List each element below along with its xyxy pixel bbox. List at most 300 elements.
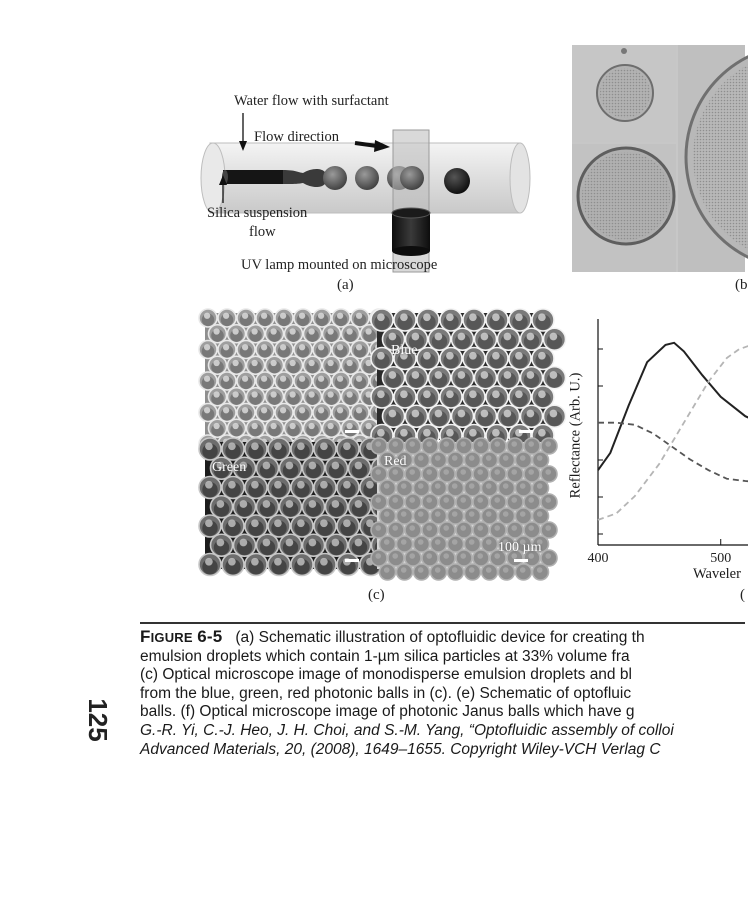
sphere bbox=[521, 328, 543, 350]
sphere bbox=[532, 309, 554, 331]
sphere bbox=[257, 457, 279, 479]
sphere bbox=[326, 534, 348, 556]
sphere bbox=[498, 328, 520, 350]
water-flow-label: Water flow with surfactant bbox=[234, 93, 389, 109]
panel-c-caption: (c) bbox=[368, 587, 385, 603]
sphere bbox=[275, 404, 293, 422]
sphere bbox=[380, 480, 396, 496]
sphere bbox=[414, 536, 430, 552]
sphere bbox=[507, 466, 523, 482]
sphere bbox=[199, 341, 217, 359]
sphere bbox=[498, 367, 520, 389]
sphere bbox=[380, 508, 396, 524]
sphere bbox=[541, 438, 557, 454]
sphere bbox=[257, 496, 279, 518]
uv-lamp bbox=[392, 213, 430, 251]
sphere bbox=[422, 466, 438, 482]
sphere bbox=[473, 494, 489, 510]
sphere bbox=[371, 348, 393, 370]
sphere bbox=[417, 309, 439, 331]
caption-line-3: (c) Optical microscope image of monodisperse emulsion droplets and bl bbox=[140, 666, 632, 684]
sphere bbox=[439, 438, 455, 454]
chart-y-axis-label: Reflectance (Arb. U.) bbox=[567, 372, 584, 499]
sphere bbox=[313, 372, 331, 390]
sphere bbox=[431, 564, 447, 580]
sphere bbox=[211, 496, 233, 518]
sphere bbox=[280, 534, 302, 556]
panel-a-schematic bbox=[195, 85, 540, 295]
sphere bbox=[237, 404, 255, 422]
sphere bbox=[541, 466, 557, 482]
sphere bbox=[291, 438, 313, 460]
panel-b-caption: (b bbox=[735, 277, 748, 293]
sphere bbox=[323, 356, 341, 374]
sphere bbox=[499, 508, 515, 524]
sphere bbox=[228, 356, 246, 374]
uv-lamp-bottom bbox=[392, 246, 430, 256]
sphere bbox=[456, 550, 472, 566]
sphere bbox=[237, 341, 255, 359]
sphere bbox=[440, 348, 462, 370]
sphere bbox=[349, 496, 371, 518]
sphere bbox=[323, 419, 341, 437]
sphere bbox=[456, 466, 472, 482]
solidified-photonic-ball bbox=[444, 168, 470, 194]
sphere bbox=[256, 404, 274, 422]
sphere bbox=[304, 419, 322, 437]
sphere bbox=[211, 534, 233, 556]
panel-b-microscope-images bbox=[572, 45, 745, 272]
sphere bbox=[256, 372, 274, 390]
sphere bbox=[285, 388, 303, 406]
sphere bbox=[323, 388, 341, 406]
sphere bbox=[509, 386, 531, 408]
sphere bbox=[228, 325, 246, 343]
sphere bbox=[463, 309, 485, 331]
panel-a-caption: (a) bbox=[337, 277, 354, 293]
sphere bbox=[256, 309, 274, 327]
sphere bbox=[394, 309, 416, 331]
sphere bbox=[541, 522, 557, 538]
sphere bbox=[304, 388, 322, 406]
sphere bbox=[342, 356, 360, 374]
sphere bbox=[218, 309, 236, 327]
sphere bbox=[314, 515, 336, 537]
sphere bbox=[383, 405, 405, 427]
sphere bbox=[245, 477, 267, 499]
sphere bbox=[507, 494, 523, 510]
sphere bbox=[222, 477, 244, 499]
sphere bbox=[266, 325, 284, 343]
sphere bbox=[541, 550, 557, 566]
sphere bbox=[456, 522, 472, 538]
sphere bbox=[304, 325, 322, 343]
sphere bbox=[490, 522, 506, 538]
sphere bbox=[465, 564, 481, 580]
figure-label: FIGURE 6-5 bbox=[140, 627, 223, 646]
sphere bbox=[371, 438, 387, 454]
page-number: 125 bbox=[83, 698, 114, 742]
series-line-solid bbox=[598, 343, 748, 470]
sphere bbox=[486, 348, 508, 370]
sphere bbox=[448, 452, 464, 468]
sphere bbox=[342, 388, 360, 406]
sphere bbox=[431, 536, 447, 552]
sphere bbox=[332, 341, 350, 359]
sphere bbox=[285, 325, 303, 343]
sphere bbox=[218, 341, 236, 359]
sphere bbox=[332, 404, 350, 422]
sphere bbox=[456, 494, 472, 510]
sphere bbox=[342, 325, 360, 343]
sphere bbox=[247, 325, 265, 343]
sphere bbox=[228, 419, 246, 437]
sphere bbox=[199, 309, 217, 327]
caption-line-1: FIGURE 6-5 (a) Schematic illustration of optofluidic device for creating th bbox=[140, 627, 645, 646]
sphere bbox=[314, 438, 336, 460]
sphere bbox=[268, 554, 290, 576]
micrograph-green-balls bbox=[205, 442, 375, 569]
sphere bbox=[371, 494, 387, 510]
sphere bbox=[414, 508, 430, 524]
sphere bbox=[439, 522, 455, 538]
panel-c-photonic-balls bbox=[205, 313, 548, 569]
sphere bbox=[499, 480, 515, 496]
sphere bbox=[516, 480, 532, 496]
sphere bbox=[475, 405, 497, 427]
sphere bbox=[291, 515, 313, 537]
sphere bbox=[294, 309, 312, 327]
green-label: Green bbox=[212, 460, 247, 475]
sphere bbox=[303, 496, 325, 518]
droplet-under-uv bbox=[400, 166, 424, 190]
tube-inlet-end bbox=[201, 143, 225, 213]
micrograph-medium-drop bbox=[572, 144, 676, 272]
sphere bbox=[532, 348, 554, 370]
sphere bbox=[417, 348, 439, 370]
caption-line-5: balls. (f) Optical microscope image of photonic Janus balls which have g bbox=[140, 703, 635, 721]
sphere bbox=[473, 466, 489, 482]
sphere bbox=[417, 386, 439, 408]
sphere bbox=[218, 372, 236, 390]
scale-bar bbox=[519, 430, 533, 433]
sphere bbox=[337, 477, 359, 499]
sphere bbox=[406, 405, 428, 427]
sphere bbox=[245, 515, 267, 537]
sphere bbox=[199, 438, 221, 460]
sphere bbox=[268, 438, 290, 460]
sphere bbox=[397, 564, 413, 580]
sphere bbox=[237, 372, 255, 390]
sphere bbox=[482, 536, 498, 552]
sphere bbox=[473, 438, 489, 454]
sphere bbox=[222, 515, 244, 537]
sphere bbox=[429, 405, 451, 427]
blue-label: Blue bbox=[391, 343, 418, 358]
sphere bbox=[397, 508, 413, 524]
sphere bbox=[486, 386, 508, 408]
sphere bbox=[463, 386, 485, 408]
sphere bbox=[521, 405, 543, 427]
sphere bbox=[228, 388, 246, 406]
sphere bbox=[209, 388, 227, 406]
sphere bbox=[351, 404, 369, 422]
sphere bbox=[509, 309, 531, 331]
sphere bbox=[275, 341, 293, 359]
sphere bbox=[280, 496, 302, 518]
sphere bbox=[499, 452, 515, 468]
figure-caption bbox=[140, 628, 745, 759]
sphere bbox=[380, 536, 396, 552]
sphere bbox=[291, 477, 313, 499]
sphere bbox=[422, 438, 438, 454]
sphere bbox=[266, 388, 284, 406]
sphere bbox=[394, 386, 416, 408]
sphere bbox=[440, 309, 462, 331]
red-label: Red bbox=[384, 454, 407, 469]
sphere bbox=[285, 356, 303, 374]
sphere bbox=[388, 522, 404, 538]
sphere bbox=[209, 356, 227, 374]
sphere bbox=[199, 554, 221, 576]
sphere bbox=[448, 536, 464, 552]
sphere bbox=[405, 466, 421, 482]
silica-suspension-label-line2: flow bbox=[249, 224, 276, 240]
sphere bbox=[439, 494, 455, 510]
sphere bbox=[209, 419, 227, 437]
sphere bbox=[314, 554, 336, 576]
sphere bbox=[414, 480, 430, 496]
sphere bbox=[452, 367, 474, 389]
sphere bbox=[482, 564, 498, 580]
sphere bbox=[533, 452, 549, 468]
panel-d-caption: ( bbox=[740, 587, 745, 603]
droplet bbox=[355, 166, 379, 190]
sphere bbox=[507, 438, 523, 454]
sphere bbox=[313, 404, 331, 422]
sphere bbox=[199, 372, 217, 390]
sphere bbox=[222, 438, 244, 460]
sphere bbox=[521, 367, 543, 389]
series-line-dashed bbox=[598, 345, 748, 520]
sphere bbox=[524, 522, 540, 538]
sphere bbox=[234, 496, 256, 518]
sphere bbox=[533, 564, 549, 580]
sphere bbox=[209, 325, 227, 343]
sphere bbox=[439, 550, 455, 566]
caption-line-6: G.-R. Yi, C.-J. Heo, J. H. Choi, and S.-M. Yang, “Optofluidic assembly of colloi bbox=[140, 721, 674, 739]
sphere bbox=[405, 522, 421, 538]
sphere bbox=[294, 372, 312, 390]
sphere bbox=[326, 457, 348, 479]
silica-suspension-label: Silica suspension bbox=[207, 205, 308, 221]
sphere bbox=[218, 404, 236, 422]
sphere bbox=[490, 494, 506, 510]
sphere bbox=[257, 534, 279, 556]
sphere bbox=[280, 457, 302, 479]
sphere bbox=[304, 356, 322, 374]
sphere bbox=[473, 550, 489, 566]
sphere bbox=[371, 309, 393, 331]
sphere bbox=[303, 457, 325, 479]
sphere bbox=[275, 309, 293, 327]
sphere bbox=[516, 564, 532, 580]
sphere bbox=[475, 328, 497, 350]
flow-direction-label: Flow direction bbox=[254, 129, 339, 145]
uv-lamp-label: UV lamp mounted on microscope bbox=[241, 257, 438, 273]
sphere bbox=[247, 419, 265, 437]
sphere bbox=[245, 554, 267, 576]
sphere bbox=[351, 341, 369, 359]
sphere bbox=[429, 328, 451, 350]
sphere bbox=[342, 419, 360, 437]
sphere bbox=[199, 477, 221, 499]
sphere bbox=[541, 494, 557, 510]
tube-outlet-end bbox=[510, 143, 530, 213]
sphere bbox=[313, 309, 331, 327]
sphere bbox=[414, 452, 430, 468]
sphere bbox=[371, 550, 387, 566]
sphere bbox=[448, 480, 464, 496]
x-tick-label: 400 bbox=[587, 551, 609, 566]
x-tick-label: 500 bbox=[710, 551, 732, 566]
sphere bbox=[383, 367, 405, 389]
sphere bbox=[516, 452, 532, 468]
sphere bbox=[516, 508, 532, 524]
scale-bar bbox=[345, 430, 359, 433]
sphere bbox=[465, 508, 481, 524]
sphere bbox=[222, 554, 244, 576]
sphere bbox=[422, 522, 438, 538]
reflectance-plot bbox=[560, 305, 745, 605]
sphere bbox=[524, 438, 540, 454]
sphere bbox=[268, 515, 290, 537]
micrograph-small-drop bbox=[572, 45, 676, 142]
sphere bbox=[440, 386, 462, 408]
sphere bbox=[294, 404, 312, 422]
sphere bbox=[532, 386, 554, 408]
sphere bbox=[452, 328, 474, 350]
sphere bbox=[405, 550, 421, 566]
droplet bbox=[323, 166, 347, 190]
sphere bbox=[431, 452, 447, 468]
caption-line-2: emulsion droplets which contain 1-µm silica particles at 33% volume fra bbox=[140, 647, 630, 665]
uv-lamp-top bbox=[392, 208, 430, 218]
caption-line-4: from the blue, green, red photonic balls in (c). (e) Schematic of optofluic bbox=[140, 684, 632, 702]
sphere bbox=[388, 494, 404, 510]
sphere bbox=[245, 438, 267, 460]
sphere bbox=[429, 367, 451, 389]
sphere bbox=[448, 564, 464, 580]
chart-x-axis-label: Waveler bbox=[693, 566, 741, 582]
sphere bbox=[452, 405, 474, 427]
sphere bbox=[405, 494, 421, 510]
sphere bbox=[237, 309, 255, 327]
inner-capillary bbox=[223, 170, 283, 184]
sphere bbox=[291, 554, 313, 576]
scale-bar-label: 100 µm bbox=[498, 540, 542, 555]
sphere bbox=[247, 356, 265, 374]
sphere bbox=[431, 480, 447, 496]
micrograph-red-balls bbox=[377, 442, 548, 569]
sphere bbox=[294, 341, 312, 359]
sphere bbox=[388, 550, 404, 566]
panel-d-reflectance-chart bbox=[560, 305, 745, 605]
sphere bbox=[256, 341, 274, 359]
micrograph-blue-balls bbox=[377, 313, 548, 440]
sphere bbox=[247, 388, 265, 406]
sphere bbox=[490, 466, 506, 482]
sphere bbox=[509, 348, 531, 370]
sphere bbox=[482, 480, 498, 496]
micrograph-emulsion-droplets bbox=[205, 313, 375, 440]
sphere bbox=[371, 386, 393, 408]
sphere bbox=[349, 457, 371, 479]
sphere bbox=[285, 419, 303, 437]
sphere bbox=[349, 534, 371, 556]
sphere bbox=[199, 404, 217, 422]
caption-rule bbox=[140, 622, 745, 624]
sphere bbox=[313, 341, 331, 359]
sphere bbox=[371, 522, 387, 538]
sphere bbox=[351, 372, 369, 390]
sphere bbox=[486, 309, 508, 331]
sphere bbox=[332, 309, 350, 327]
sphere bbox=[397, 536, 413, 552]
sphere bbox=[482, 452, 498, 468]
sphere bbox=[431, 508, 447, 524]
caption-line-7: Advanced Materials, 20, (2008), 1649–1655. Copyright Wiley-VCH Verlag C bbox=[140, 740, 661, 758]
sphere bbox=[323, 325, 341, 343]
sphere bbox=[524, 466, 540, 482]
sphere bbox=[439, 466, 455, 482]
sphere bbox=[303, 534, 325, 556]
sphere bbox=[275, 372, 293, 390]
sphere bbox=[388, 438, 404, 454]
sphere bbox=[405, 438, 421, 454]
scale-bar bbox=[345, 559, 359, 562]
sphere bbox=[380, 564, 396, 580]
sphere bbox=[199, 515, 221, 537]
sphere bbox=[422, 494, 438, 510]
sphere bbox=[465, 536, 481, 552]
sphere bbox=[533, 508, 549, 524]
sphere bbox=[465, 480, 481, 496]
sphere bbox=[351, 309, 369, 327]
sphere bbox=[498, 405, 520, 427]
sphere bbox=[490, 438, 506, 454]
sphere bbox=[268, 477, 290, 499]
sphere bbox=[337, 515, 359, 537]
sphere bbox=[482, 508, 498, 524]
sphere bbox=[337, 554, 359, 576]
scale-bar bbox=[514, 559, 528, 562]
micrograph-large-drop bbox=[678, 45, 745, 272]
sphere bbox=[414, 564, 430, 580]
sphere bbox=[266, 356, 284, 374]
sphere bbox=[332, 372, 350, 390]
sphere bbox=[463, 348, 485, 370]
sphere bbox=[337, 438, 359, 460]
sphere bbox=[234, 534, 256, 556]
sphere bbox=[475, 367, 497, 389]
sphere bbox=[533, 480, 549, 496]
sphere bbox=[406, 367, 428, 389]
sphere bbox=[326, 496, 348, 518]
sphere bbox=[266, 419, 284, 437]
sphere bbox=[448, 508, 464, 524]
sphere bbox=[465, 452, 481, 468]
